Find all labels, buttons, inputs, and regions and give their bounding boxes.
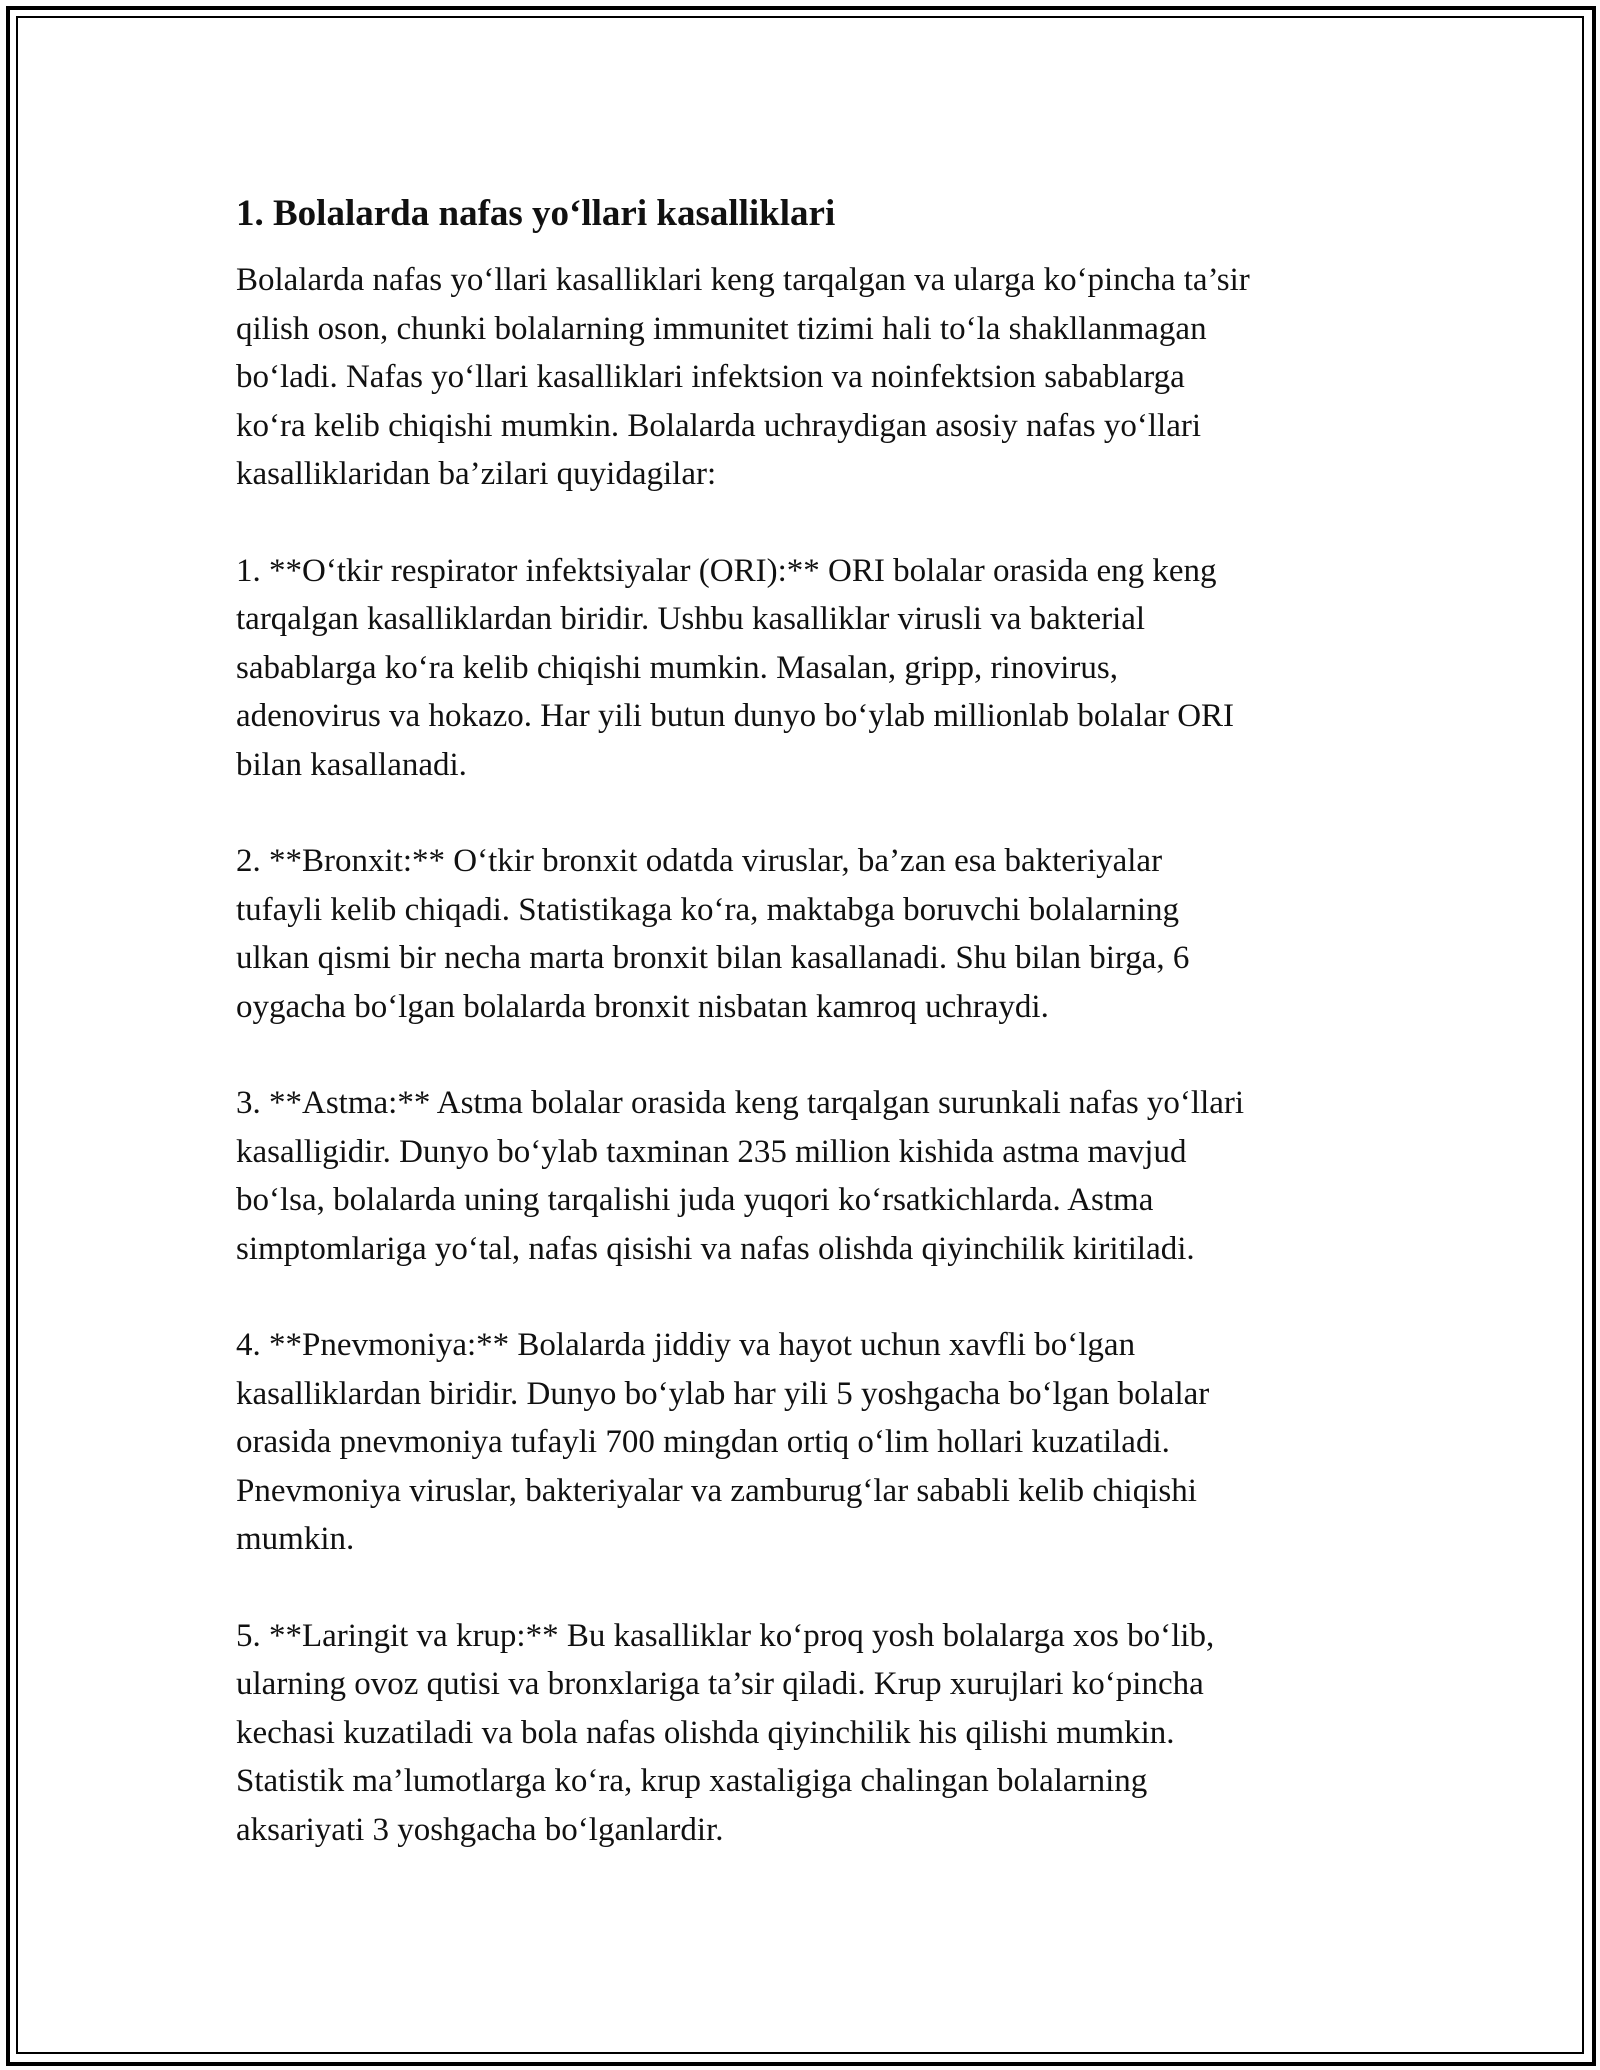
text-line: 4. **Pnevmoniya:** Bolalarda jiddiy va hayot uchun xavfli bo‘lgan bbox=[236, 1327, 1136, 1363]
text-line: oygacha bo‘lgan bolalarda bronxit nisbatan kamroq uchraydi. bbox=[236, 988, 1049, 1025]
text-line: ulkan qismi bir necha marta bronxit bilan kasallanadi. Shu bilan birga, 6 bbox=[236, 940, 1190, 976]
intro-paragraph bbox=[236, 256, 1376, 499]
list-item-ori bbox=[236, 547, 1376, 790]
text-line: simptomlariga yo‘tal, nafas qisishi va nafas olishda qiyinchilik kiritiladi. bbox=[236, 1230, 1195, 1267]
text-line: ularning ovoz qutisi va bronxlariga ta’sir qiladi. Krup xurujlari ko‘pincha bbox=[236, 1666, 1204, 1702]
list-item-pnevmoniya bbox=[236, 1321, 1376, 1564]
text-line: orasida pnevmoniya tufayli 700 mingdan ortiq o‘lim hollari kuzatiladi. bbox=[236, 1424, 1170, 1460]
text-line: 5. **Laringit va krup:** Bu kasalliklar ko‘proq yosh bolalarga xos bo‘lib, bbox=[236, 1617, 1215, 1654]
text-line: bo‘ladi. Nafas yo‘llari kasalliklari infektsion va noinfektsion sabablarga bbox=[236, 359, 1185, 395]
text-line: kasalliklaridan ba’zilari quyidagilar: bbox=[236, 456, 717, 492]
text-line: 1. **O‘tkir respirator infektsiyalar (ORI):** ORI bolalar orasida eng keng bbox=[236, 552, 1217, 589]
text-line: kasalliklardan biridir. Dunyo bo‘ylab har yili 5 yoshgacha bo‘lgan bolalar bbox=[236, 1375, 1210, 1412]
text-line: bo‘lsa, bolalarda uning tarqalishi juda yuqori ko‘rsatkichlarda. Astma bbox=[236, 1182, 1154, 1218]
text-line: sabablarga ko‘ra kelib chiqishi mumkin. Masalan, gripp, rinovirus, bbox=[236, 649, 1118, 686]
text-line: bilan kasallanadi. bbox=[236, 746, 467, 783]
text-line: kasalligidir. Dunyo bo‘ylab taxminan 235 million kishida astma mavjud bbox=[236, 1133, 1187, 1170]
document-body bbox=[236, 186, 1376, 1902]
text-line: kechasi kuzatiladi va bola nafas olishda qiyinchilik his qilishi mumkin. bbox=[236, 1714, 1175, 1751]
text-line: Statistik ma’lumotlarga ko‘ra, krup xastaligiga chalingan bolalarning bbox=[236, 1763, 1148, 1799]
text-line: Pnevmoniya viruslar, bakteriyalar va zamburug‘lar sababli kelib chiqishi bbox=[236, 1472, 1197, 1509]
text-line: Bolalarda nafas yo‘llari kasalliklari keng tarqalgan va ularga ko‘pincha ta’sir bbox=[236, 262, 1250, 298]
list-item-astma bbox=[236, 1079, 1376, 1273]
text-line: mumkin. bbox=[236, 1521, 355, 1557]
text-line: 2. **Bronxit:** O‘tkir bronxit odatda viruslar, ba’zan esa bakteriyalar bbox=[236, 843, 1163, 879]
text-line: ko‘ra kelib chiqishi mumkin. Bolalarda uchraydigan asosiy nafas yo‘llari bbox=[236, 407, 1201, 444]
section-heading: 1. Bolalarda nafas yo‘llari kasalliklari bbox=[236, 193, 836, 234]
text-line: 3. **Astma:** Astma bolalar orasida keng tarqalgan surunkali nafas yo‘llari bbox=[236, 1085, 1245, 1121]
list-item-laringit bbox=[236, 1612, 1376, 1855]
text-line: qilish oson, chunki bolalarning immunitet tizimi hali to‘la shakllanmagan bbox=[236, 310, 1207, 347]
text-line: tufayli kelib chiqadi. Statistikaga ko‘ra, maktabga boruvchi bolalarning bbox=[236, 891, 1179, 928]
text-line: adenovirus va hokazo. Har yili butun dunyo bo‘ylab millionlab bolalar ORI bbox=[236, 698, 1235, 734]
text-line: aksariyati 3 yoshgacha bo‘lganlardir. bbox=[236, 1811, 724, 1848]
text-line: tarqalgan kasalliklardan biridir. Ushbu kasalliklar virusli va bakterial bbox=[236, 601, 1146, 637]
list-item-bronxit bbox=[236, 837, 1376, 1031]
